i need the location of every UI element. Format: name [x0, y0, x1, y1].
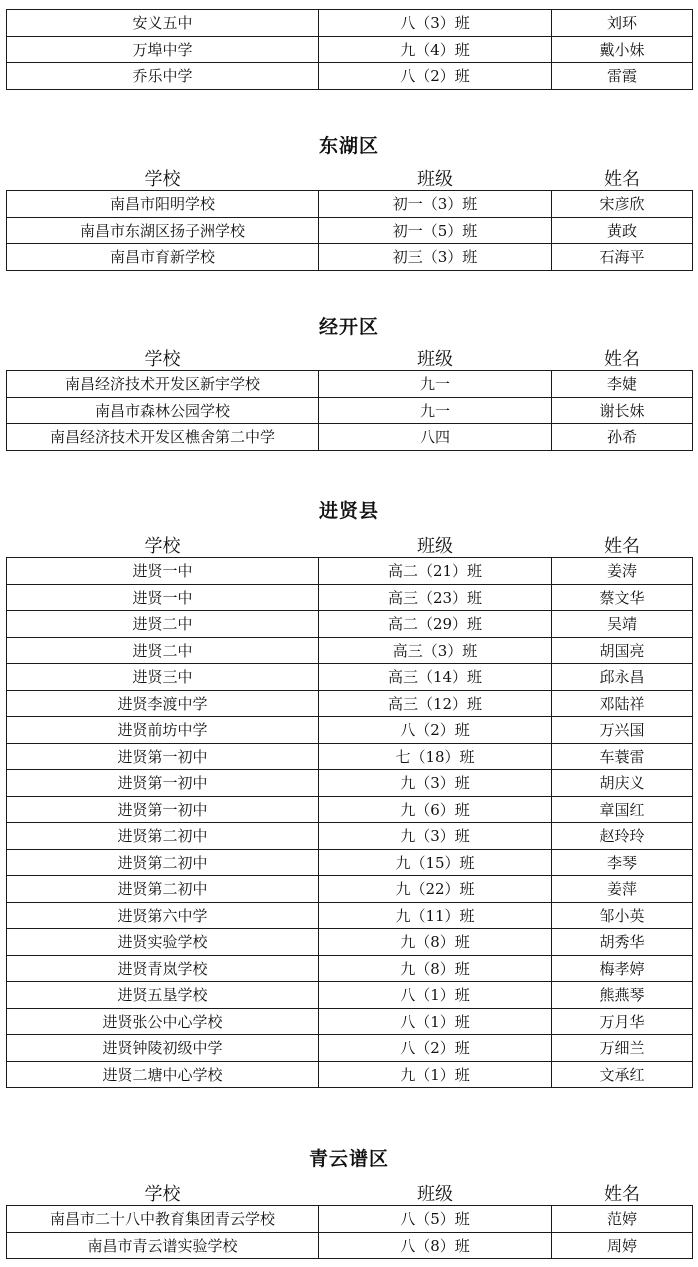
name-cell: 胡秀华	[552, 929, 693, 956]
table-row	[7, 770, 693, 797]
school-cell: 南昌市森林公园学校	[7, 397, 319, 424]
class-cell: 九一	[319, 397, 552, 424]
name-cell: 黄政	[552, 217, 693, 244]
class-cell: 八四	[319, 424, 552, 451]
school-cell: 进贤二中	[7, 637, 319, 664]
table-body	[7, 558, 693, 1088]
header-name: 姓名	[552, 166, 693, 191]
class-cell: 九（8）班	[319, 955, 552, 982]
school-cell: 进贤李渡中学	[7, 690, 319, 717]
school-cell: 乔乐中学	[7, 63, 319, 90]
school-cell: 进贤前坊中学	[7, 717, 319, 744]
name-cell: 万细兰	[552, 1035, 693, 1062]
table-row	[7, 1206, 693, 1233]
school-cell: 南昌市青云谱实验学校	[7, 1232, 319, 1259]
class-cell: 八（3）班	[319, 10, 552, 37]
school-cell: 进贤第二初中	[7, 823, 319, 850]
school-cell: 进贤第六中学	[7, 902, 319, 929]
name-cell: 车蓑雷	[552, 743, 693, 770]
school-cell: 进贤第一初中	[7, 770, 319, 797]
name-cell: 周婷	[552, 1232, 693, 1259]
class-cell: 九（3）班	[319, 823, 552, 850]
class-cell: 初一（5）班	[319, 217, 552, 244]
table-row	[7, 1035, 693, 1062]
table-body	[7, 191, 693, 271]
table-header	[7, 533, 693, 558]
name-cell: 蔡文华	[552, 584, 693, 611]
class-cell: 高二（21）班	[319, 558, 552, 585]
class-cell: 初三（3）班	[319, 244, 552, 271]
name-cell: 章国红	[552, 796, 693, 823]
school-cell: 进贤第一初中	[7, 743, 319, 770]
name-cell: 姜萍	[552, 876, 693, 903]
header-school: 学校	[7, 1181, 319, 1206]
class-cell: 九（4）班	[319, 36, 552, 63]
table-row	[7, 1061, 693, 1088]
school-cell: 进贤二塘中心学校	[7, 1061, 319, 1088]
header-name: 姓名	[552, 533, 693, 558]
class-cell: 高三（3）班	[319, 637, 552, 664]
name-cell: 李琴	[552, 849, 693, 876]
header-class: 班级	[319, 1181, 552, 1206]
class-cell: 九（15）班	[319, 849, 552, 876]
class-cell: 初一（3）班	[319, 191, 552, 218]
table-body	[7, 10, 693, 90]
name-cell: 邓陆祥	[552, 690, 693, 717]
table-row	[7, 743, 693, 770]
table-body	[7, 1206, 693, 1259]
header-name: 姓名	[552, 1181, 693, 1206]
name-cell: 熊燕琴	[552, 982, 693, 1009]
table-body	[7, 371, 693, 451]
table-row	[7, 955, 693, 982]
section-heading-qingyunpu: 青云谱区	[308, 1148, 389, 1170]
name-cell: 戴小妹	[552, 36, 693, 63]
name-cell: 李婕	[552, 371, 693, 398]
class-cell: 九（1）班	[319, 1061, 552, 1088]
section-heading-donghu: 东湖区	[318, 135, 379, 157]
name-cell: 雷霞	[552, 63, 693, 90]
table-row	[7, 10, 693, 37]
table-row	[7, 217, 693, 244]
table-qingyunpu	[6, 1181, 693, 1259]
header-school: 学校	[7, 346, 319, 371]
class-cell: 高三（14）班	[319, 664, 552, 691]
name-cell: 刘环	[552, 10, 693, 37]
header-name: 姓名	[552, 346, 693, 371]
name-cell: 宋彦欣	[552, 191, 693, 218]
header-school: 学校	[7, 166, 319, 191]
table-row	[7, 191, 693, 218]
class-cell: 八（2）班	[319, 717, 552, 744]
header-row	[7, 166, 693, 191]
table-row	[7, 982, 693, 1009]
class-cell: 八（1）班	[319, 1008, 552, 1035]
class-cell: 八（1）班	[319, 982, 552, 1009]
header-school: 学校	[7, 533, 319, 558]
name-cell: 胡庆义	[552, 770, 693, 797]
name-cell: 邹小英	[552, 902, 693, 929]
table-row	[7, 36, 693, 63]
school-cell: 万埠中学	[7, 36, 319, 63]
table-row	[7, 690, 693, 717]
table-row	[7, 1232, 693, 1259]
class-cell: 高三（12）班	[319, 690, 552, 717]
header-row	[7, 1181, 693, 1206]
school-cell: 进贤三中	[7, 664, 319, 691]
table-row	[7, 929, 693, 956]
name-cell: 胡国亮	[552, 637, 693, 664]
table-jingkai	[6, 346, 693, 451]
table-row	[7, 637, 693, 664]
school-cell: 南昌经济技术开发区新宇学校	[7, 371, 319, 398]
name-cell: 吴靖	[552, 611, 693, 638]
school-cell: 南昌市东湖区扬子洲学校	[7, 217, 319, 244]
table-row	[7, 717, 693, 744]
name-cell: 文承红	[552, 1061, 693, 1088]
class-cell: 高二（29）班	[319, 611, 552, 638]
name-cell: 范婷	[552, 1206, 693, 1233]
table-row	[7, 796, 693, 823]
school-cell: 进贤实验学校	[7, 929, 319, 956]
school-cell: 进贤一中	[7, 558, 319, 585]
class-cell: 八（2）班	[319, 63, 552, 90]
class-cell: 高三（23）班	[319, 584, 552, 611]
table-row	[7, 902, 693, 929]
table-row	[7, 63, 693, 90]
table-row	[7, 558, 693, 585]
class-cell: 九（6）班	[319, 796, 552, 823]
school-cell: 南昌市阳明学校	[7, 191, 319, 218]
class-cell: 九（22）班	[319, 876, 552, 903]
table-row	[7, 1008, 693, 1035]
header-class: 班级	[319, 533, 552, 558]
school-cell: 进贤一中	[7, 584, 319, 611]
table-donghu	[6, 166, 693, 271]
name-cell: 万兴国	[552, 717, 693, 744]
table-row	[7, 611, 693, 638]
section-heading-jinxian: 进贤县	[318, 500, 379, 522]
header-row	[7, 346, 693, 371]
class-cell: 八（2）班	[319, 1035, 552, 1062]
name-cell: 姜涛	[552, 558, 693, 585]
header-class: 班级	[319, 166, 552, 191]
name-cell: 赵玲玲	[552, 823, 693, 850]
table-jinxian	[6, 533, 693, 1088]
class-cell: 九（11）班	[319, 902, 552, 929]
table-row	[7, 849, 693, 876]
school-cell: 进贤五垦学校	[7, 982, 319, 1009]
table-row	[7, 823, 693, 850]
school-cell: 南昌市二十八中教育集团青云学校	[7, 1206, 319, 1233]
class-cell: 九一	[319, 371, 552, 398]
school-cell: 进贤第一初中	[7, 796, 319, 823]
school-cell: 进贤第二初中	[7, 876, 319, 903]
class-cell: 九（3）班	[319, 770, 552, 797]
school-cell: 南昌经济技术开发区樵舍第二中学	[7, 424, 319, 451]
school-cell: 进贤第二初中	[7, 849, 319, 876]
table-row	[7, 664, 693, 691]
name-cell: 邱永昌	[552, 664, 693, 691]
table-header	[7, 1181, 693, 1206]
name-cell: 孙希	[552, 424, 693, 451]
header-row	[7, 533, 693, 558]
table-row	[7, 371, 693, 398]
name-cell: 谢长妹	[552, 397, 693, 424]
header-class: 班级	[319, 346, 552, 371]
school-cell: 进贤钟陵初级中学	[7, 1035, 319, 1062]
table-header	[7, 166, 693, 191]
table-anyi-continued	[6, 9, 693, 90]
class-cell: 九（8）班	[319, 929, 552, 956]
school-cell: 进贤张公中心学校	[7, 1008, 319, 1035]
section-heading-jingkai: 经开区	[318, 316, 379, 338]
table-row	[7, 584, 693, 611]
table-row	[7, 876, 693, 903]
class-cell: 八（8）班	[319, 1232, 552, 1259]
class-cell: 八（5）班	[319, 1206, 552, 1233]
school-cell: 安义五中	[7, 10, 319, 37]
table-row	[7, 244, 693, 271]
school-cell: 南昌市育新学校	[7, 244, 319, 271]
class-cell: 七（18）班	[319, 743, 552, 770]
table-row	[7, 424, 693, 451]
name-cell: 万月华	[552, 1008, 693, 1035]
table-row	[7, 397, 693, 424]
school-cell: 进贤青岚学校	[7, 955, 319, 982]
name-cell: 石海平	[552, 244, 693, 271]
table-header	[7, 346, 693, 371]
name-cell: 梅孝婷	[552, 955, 693, 982]
school-cell: 进贤二中	[7, 611, 319, 638]
